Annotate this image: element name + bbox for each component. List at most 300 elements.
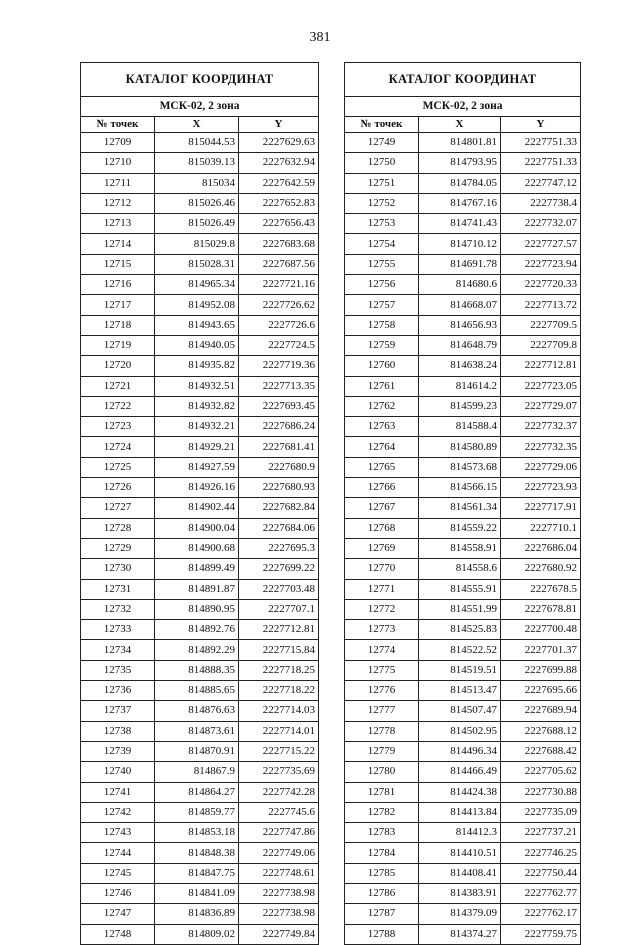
- table-row: [81, 356, 319, 376]
- y-coordinate-cell: 2227683.68: [239, 234, 319, 254]
- point-number-cell: 12718: [81, 315, 155, 335]
- point-number-cell: 12782: [345, 802, 419, 822]
- y-coordinate-cell: 2227762.77: [501, 883, 581, 903]
- point-number-cell: 12756: [345, 275, 419, 295]
- table-row: [81, 457, 319, 477]
- point-number-cell: 12762: [345, 396, 419, 416]
- y-coordinate-cell: 2227680.9: [239, 457, 319, 477]
- table-row: [81, 741, 319, 761]
- point-number-cell: 12766: [345, 478, 419, 498]
- table-row: [345, 924, 581, 944]
- x-coordinate-cell: 814522.52: [419, 640, 501, 660]
- table-row: [345, 254, 581, 274]
- point-number-cell: 12710: [81, 153, 155, 173]
- x-coordinate-cell: 814847.75: [155, 863, 239, 883]
- y-coordinate-cell: 2227718.22: [239, 681, 319, 701]
- table-row: [81, 214, 319, 234]
- point-number-cell: 12747: [81, 904, 155, 924]
- point-number-cell: 12768: [345, 518, 419, 538]
- table-row: [345, 234, 581, 254]
- y-coordinate-cell: 2227732.37: [501, 417, 581, 437]
- x-coordinate-cell: 814559.22: [419, 518, 501, 538]
- x-coordinate-cell: 814809.02: [155, 924, 239, 944]
- x-coordinate-cell: 814561.34: [419, 498, 501, 518]
- table-row: [345, 660, 581, 680]
- x-coordinate-cell: 814767.16: [419, 193, 501, 213]
- y-coordinate-cell: 2227749.06: [239, 843, 319, 863]
- y-coordinate-cell: 2227699.88: [501, 660, 581, 680]
- catalog-title: КАТАЛОГ КООРДИНАТ: [345, 63, 581, 97]
- point-number-cell: 12764: [345, 437, 419, 457]
- point-number-cell: 12715: [81, 254, 155, 274]
- point-number-cell: 12753: [345, 214, 419, 234]
- x-coordinate-cell: 814412.3: [419, 823, 501, 843]
- table-row: [345, 599, 581, 619]
- table-row: [81, 193, 319, 213]
- y-coordinate-cell: 2227751.33: [501, 153, 581, 173]
- point-number-cell: 12775: [345, 660, 419, 680]
- table-row: [81, 538, 319, 558]
- table-row: [81, 335, 319, 355]
- x-coordinate-cell: 814413.84: [419, 802, 501, 822]
- y-coordinate-cell: 2227632.94: [239, 153, 319, 173]
- x-coordinate-cell: 814940.05: [155, 335, 239, 355]
- table-row: [81, 701, 319, 721]
- table-row: [81, 660, 319, 680]
- table-row: [345, 335, 581, 355]
- table-row: [345, 295, 581, 315]
- table-row: [81, 640, 319, 660]
- point-number-cell: 12730: [81, 559, 155, 579]
- y-coordinate-cell: 2227745.6: [239, 802, 319, 822]
- table-row: [345, 133, 581, 153]
- table-row: [81, 904, 319, 924]
- y-coordinate-cell: 2227759.75: [501, 924, 581, 944]
- point-number-cell: 12722: [81, 396, 155, 416]
- point-number-cell: 12771: [345, 579, 419, 599]
- y-coordinate-cell: 2227695.3: [239, 538, 319, 558]
- table-row: [345, 762, 581, 782]
- point-number-cell: 12712: [81, 193, 155, 213]
- x-coordinate-cell: 814691.78: [419, 254, 501, 274]
- table-row: [345, 843, 581, 863]
- y-coordinate-cell: 2227713.72: [501, 295, 581, 315]
- x-coordinate-cell: 814888.35: [155, 660, 239, 680]
- y-coordinate-cell: 2227729.06: [501, 457, 581, 477]
- x-coordinate-cell: 814900.04: [155, 518, 239, 538]
- table-row: [81, 579, 319, 599]
- column-header-point-number: № точек: [345, 117, 419, 133]
- y-coordinate-cell: 2227735.09: [501, 802, 581, 822]
- point-number-cell: 12767: [345, 498, 419, 518]
- x-coordinate-cell: 814890.95: [155, 599, 239, 619]
- x-coordinate-cell: 814555.91: [419, 579, 501, 599]
- table-row: [345, 356, 581, 376]
- table-row: [81, 315, 319, 335]
- point-number-cell: 12774: [345, 640, 419, 660]
- x-coordinate-cell: 814965.34: [155, 275, 239, 295]
- point-number-cell: 12785: [345, 863, 419, 883]
- x-coordinate-cell: 814932.51: [155, 376, 239, 396]
- table-row: [345, 376, 581, 396]
- y-coordinate-cell: 2227735.69: [239, 762, 319, 782]
- x-coordinate-cell: 814867.9: [155, 762, 239, 782]
- y-coordinate-cell: 2227684.06: [239, 518, 319, 538]
- point-number-cell: 12724: [81, 437, 155, 457]
- point-number-cell: 12761: [345, 376, 419, 396]
- y-coordinate-cell: 2227686.24: [239, 417, 319, 437]
- point-number-cell: 12735: [81, 660, 155, 680]
- point-number-cell: 12743: [81, 823, 155, 843]
- x-coordinate-cell: 814374.27: [419, 924, 501, 944]
- x-coordinate-cell: 814502.95: [419, 721, 501, 741]
- x-coordinate-cell: 814566.15: [419, 478, 501, 498]
- table-row: [81, 802, 319, 822]
- y-coordinate-cell: 2227718.25: [239, 660, 319, 680]
- point-number-cell: 12770: [345, 559, 419, 579]
- point-number-cell: 12733: [81, 620, 155, 640]
- y-coordinate-cell: 2227732.07: [501, 214, 581, 234]
- point-number-cell: 12751: [345, 173, 419, 193]
- y-coordinate-cell: 2227723.05: [501, 376, 581, 396]
- point-number-cell: 12755: [345, 254, 419, 274]
- point-number-cell: 12750: [345, 153, 419, 173]
- x-coordinate-cell: 814558.91: [419, 538, 501, 558]
- point-number-cell: 12778: [345, 721, 419, 741]
- column-header-x: X: [155, 117, 239, 133]
- column-header-y: Y: [239, 117, 319, 133]
- y-coordinate-cell: 2227699.22: [239, 559, 319, 579]
- y-coordinate-cell: 2227652.83: [239, 193, 319, 213]
- table-row: [345, 701, 581, 721]
- table-row: [345, 681, 581, 701]
- table-row: [345, 620, 581, 640]
- x-coordinate-cell: 814932.21: [155, 417, 239, 437]
- x-coordinate-cell: 814379.09: [419, 904, 501, 924]
- y-coordinate-cell: 2227695.66: [501, 681, 581, 701]
- point-number-cell: 12757: [345, 295, 419, 315]
- y-coordinate-cell: 2227709.8: [501, 335, 581, 355]
- table-row: [345, 214, 581, 234]
- point-number-cell: 12749: [345, 133, 419, 153]
- x-coordinate-cell: 814926.16: [155, 478, 239, 498]
- coordinate-system-label: МСК-02, 2 зона: [81, 97, 319, 117]
- x-coordinate-cell: 814580.89: [419, 437, 501, 457]
- y-coordinate-cell: 2227687.56: [239, 254, 319, 274]
- x-coordinate-cell: 814885.65: [155, 681, 239, 701]
- point-number-cell: 12787: [345, 904, 419, 924]
- point-number-cell: 12741: [81, 782, 155, 802]
- x-coordinate-cell: 815039.13: [155, 153, 239, 173]
- table-row: [81, 843, 319, 863]
- table-row: [81, 924, 319, 944]
- y-coordinate-cell: 2227748.61: [239, 863, 319, 883]
- x-coordinate-cell: 814876.63: [155, 701, 239, 721]
- point-number-cell: 12772: [345, 599, 419, 619]
- table-row: [345, 275, 581, 295]
- coordinate-system-label: МСК-02, 2 зона: [345, 97, 581, 117]
- table-row: [345, 396, 581, 416]
- x-coordinate-cell: 814784.05: [419, 173, 501, 193]
- catalog-title: КАТАЛОГ КООРДИНАТ: [81, 63, 319, 97]
- x-coordinate-cell: 814496.34: [419, 741, 501, 761]
- y-coordinate-cell: 2227746.25: [501, 843, 581, 863]
- x-coordinate-cell: 814859.77: [155, 802, 239, 822]
- y-coordinate-cell: 2227701.37: [501, 640, 581, 660]
- point-number-cell: 12723: [81, 417, 155, 437]
- point-number-cell: 12784: [345, 843, 419, 863]
- point-number-cell: 12716: [81, 275, 155, 295]
- column-header-x: X: [419, 117, 501, 133]
- table-row: [81, 396, 319, 416]
- point-number-cell: 12746: [81, 883, 155, 903]
- y-coordinate-cell: 2227723.93: [501, 478, 581, 498]
- point-number-cell: 12714: [81, 234, 155, 254]
- table-row: [345, 437, 581, 457]
- point-number-cell: 12769: [345, 538, 419, 558]
- y-coordinate-cell: 2227629.63: [239, 133, 319, 153]
- point-number-cell: 12713: [81, 214, 155, 234]
- y-coordinate-cell: 2227678.5: [501, 579, 581, 599]
- table-row: [345, 457, 581, 477]
- x-coordinate-cell: 814870.91: [155, 741, 239, 761]
- y-coordinate-cell: 2227738.4: [501, 193, 581, 213]
- point-number-cell: 12760: [345, 356, 419, 376]
- table-row: [81, 518, 319, 538]
- x-coordinate-cell: 814892.76: [155, 620, 239, 640]
- y-coordinate-cell: 2227715.22: [239, 741, 319, 761]
- table-row: [81, 417, 319, 437]
- x-coordinate-cell: 814638.24: [419, 356, 501, 376]
- x-coordinate-cell: 814588.4: [419, 417, 501, 437]
- table-row: [81, 234, 319, 254]
- y-coordinate-cell: 2227703.48: [239, 579, 319, 599]
- point-number-cell: 12737: [81, 701, 155, 721]
- y-coordinate-cell: 2227726.6: [239, 315, 319, 335]
- x-coordinate-cell: 815034: [155, 173, 239, 193]
- point-number-cell: 12779: [345, 741, 419, 761]
- y-coordinate-cell: 2227742.28: [239, 782, 319, 802]
- point-number-cell: 12776: [345, 681, 419, 701]
- y-coordinate-cell: 2227751.33: [501, 133, 581, 153]
- table-row: [81, 721, 319, 741]
- x-coordinate-cell: 815026.46: [155, 193, 239, 213]
- point-number-cell: 12711: [81, 173, 155, 193]
- x-coordinate-cell: 814551.99: [419, 599, 501, 619]
- y-coordinate-cell: 2227750.44: [501, 863, 581, 883]
- y-coordinate-cell: 2227747.12: [501, 173, 581, 193]
- x-coordinate-cell: 814853.18: [155, 823, 239, 843]
- x-coordinate-cell: 814902.44: [155, 498, 239, 518]
- point-number-cell: 12752: [345, 193, 419, 213]
- x-coordinate-cell: 814801.81: [419, 133, 501, 153]
- table-row: [81, 376, 319, 396]
- table-row: [345, 173, 581, 193]
- y-coordinate-cell: 2227712.81: [239, 620, 319, 640]
- column-header-y: Y: [501, 117, 581, 133]
- x-coordinate-cell: 814892.29: [155, 640, 239, 660]
- point-number-cell: 12736: [81, 681, 155, 701]
- point-number-cell: 12759: [345, 335, 419, 355]
- table-row: [81, 295, 319, 315]
- y-coordinate-cell: 2227738.98: [239, 904, 319, 924]
- x-coordinate-cell: 814952.08: [155, 295, 239, 315]
- point-number-cell: 12783: [345, 823, 419, 843]
- point-number-cell: 12748: [81, 924, 155, 944]
- y-coordinate-cell: 2227688.42: [501, 741, 581, 761]
- table-row: [345, 153, 581, 173]
- y-coordinate-cell: 2227720.33: [501, 275, 581, 295]
- column-header-point-number: № точек: [81, 117, 155, 133]
- table-row: [345, 721, 581, 741]
- table-row: [345, 518, 581, 538]
- x-coordinate-cell: 814864.27: [155, 782, 239, 802]
- table-row: [81, 559, 319, 579]
- point-number-cell: 12758: [345, 315, 419, 335]
- y-coordinate-cell: 2227709.5: [501, 315, 581, 335]
- table-row: [81, 599, 319, 619]
- x-coordinate-cell: 814873.61: [155, 721, 239, 741]
- point-number-cell: 12781: [345, 782, 419, 802]
- x-coordinate-cell: 814836.89: [155, 904, 239, 924]
- y-coordinate-cell: 2227715.84: [239, 640, 319, 660]
- point-number-cell: 12717: [81, 295, 155, 315]
- x-coordinate-cell: 814519.51: [419, 660, 501, 680]
- y-coordinate-cell: 2227686.04: [501, 538, 581, 558]
- y-coordinate-cell: 2227717.91: [501, 498, 581, 518]
- point-number-cell: 12731: [81, 579, 155, 599]
- table-row: [345, 640, 581, 660]
- y-coordinate-cell: 2227713.35: [239, 376, 319, 396]
- table-row: [81, 782, 319, 802]
- point-number-cell: 12726: [81, 478, 155, 498]
- x-coordinate-cell: 814741.43: [419, 214, 501, 234]
- y-coordinate-cell: 2227680.92: [501, 559, 581, 579]
- point-number-cell: 12734: [81, 640, 155, 660]
- x-coordinate-cell: 814573.68: [419, 457, 501, 477]
- x-coordinate-cell: 814408.41: [419, 863, 501, 883]
- table-row: [81, 883, 319, 903]
- point-number-cell: 12788: [345, 924, 419, 944]
- table-row: [345, 417, 581, 437]
- y-coordinate-cell: 2227732.35: [501, 437, 581, 457]
- y-coordinate-cell: 2227749.84: [239, 924, 319, 944]
- y-coordinate-cell: 2227721.16: [239, 275, 319, 295]
- table-row: [345, 559, 581, 579]
- table-row: [345, 741, 581, 761]
- table-row: [81, 863, 319, 883]
- x-coordinate-cell: 814793.95: [419, 153, 501, 173]
- y-coordinate-cell: 2227737.21: [501, 823, 581, 843]
- x-coordinate-cell: 814424.38: [419, 782, 501, 802]
- table-row: [81, 620, 319, 640]
- table-row: [81, 153, 319, 173]
- point-number-cell: 12740: [81, 762, 155, 782]
- coordinate-catalog-left: [80, 62, 319, 945]
- y-coordinate-cell: 2227726.62: [239, 295, 319, 315]
- x-coordinate-cell: 814900.68: [155, 538, 239, 558]
- x-coordinate-cell: 814466.49: [419, 762, 501, 782]
- y-coordinate-cell: 2227730.88: [501, 782, 581, 802]
- y-coordinate-cell: 2227681.41: [239, 437, 319, 457]
- y-coordinate-cell: 2227689.94: [501, 701, 581, 721]
- x-coordinate-cell: 814648.79: [419, 335, 501, 355]
- x-coordinate-cell: 814558.6: [419, 559, 501, 579]
- page-number: 381: [309, 30, 331, 45]
- point-number-cell: 12709: [81, 133, 155, 153]
- table-row: [81, 823, 319, 843]
- table-row: [345, 315, 581, 335]
- point-number-cell: 12720: [81, 356, 155, 376]
- table-row: [345, 802, 581, 822]
- table-row: [345, 883, 581, 903]
- x-coordinate-cell: 814848.38: [155, 843, 239, 863]
- y-coordinate-cell: 2227700.48: [501, 620, 581, 640]
- x-coordinate-cell: 814599.23: [419, 396, 501, 416]
- point-number-cell: 12763: [345, 417, 419, 437]
- point-number-cell: 12786: [345, 883, 419, 903]
- y-coordinate-cell: 2227642.59: [239, 173, 319, 193]
- table-row: [345, 478, 581, 498]
- point-number-cell: 12719: [81, 335, 155, 355]
- x-coordinate-cell: 815028.31: [155, 254, 239, 274]
- coordinate-catalog-right: [344, 62, 581, 945]
- table-row: [345, 782, 581, 802]
- point-number-cell: 12727: [81, 498, 155, 518]
- point-number-cell: 12780: [345, 762, 419, 782]
- x-coordinate-cell: 814932.82: [155, 396, 239, 416]
- table-row: [81, 437, 319, 457]
- point-number-cell: 12777: [345, 701, 419, 721]
- x-coordinate-cell: 814513.47: [419, 681, 501, 701]
- table-row: [345, 904, 581, 924]
- y-coordinate-cell: 2227688.12: [501, 721, 581, 741]
- table-row: [81, 498, 319, 518]
- point-number-cell: 12725: [81, 457, 155, 477]
- point-number-cell: 12732: [81, 599, 155, 619]
- point-number-cell: 12773: [345, 620, 419, 640]
- table-row: [345, 579, 581, 599]
- table-row: [345, 193, 581, 213]
- y-coordinate-cell: 2227762.17: [501, 904, 581, 924]
- x-coordinate-cell: 814410.51: [419, 843, 501, 863]
- point-number-cell: 12738: [81, 721, 155, 741]
- point-number-cell: 12765: [345, 457, 419, 477]
- y-coordinate-cell: 2227723.94: [501, 254, 581, 274]
- table-row: [81, 681, 319, 701]
- point-number-cell: 12745: [81, 863, 155, 883]
- x-coordinate-cell: 814668.07: [419, 295, 501, 315]
- table-row: [345, 863, 581, 883]
- x-coordinate-cell: 814935.82: [155, 356, 239, 376]
- x-coordinate-cell: 814383.91: [419, 883, 501, 903]
- y-coordinate-cell: 2227747.86: [239, 823, 319, 843]
- table-row: [81, 762, 319, 782]
- y-coordinate-cell: 2227680.93: [239, 478, 319, 498]
- x-coordinate-cell: 815029.8: [155, 234, 239, 254]
- table-row: [81, 254, 319, 274]
- y-coordinate-cell: 2227738.98: [239, 883, 319, 903]
- x-coordinate-cell: 814614.2: [419, 376, 501, 396]
- y-coordinate-cell: 2227707.1: [239, 599, 319, 619]
- x-coordinate-cell: 814680.6: [419, 275, 501, 295]
- x-coordinate-cell: 814841.09: [155, 883, 239, 903]
- point-number-cell: 12739: [81, 741, 155, 761]
- table-row: [345, 823, 581, 843]
- x-coordinate-cell: 814891.87: [155, 579, 239, 599]
- y-coordinate-cell: 2227693.45: [239, 396, 319, 416]
- y-coordinate-cell: 2227729.07: [501, 396, 581, 416]
